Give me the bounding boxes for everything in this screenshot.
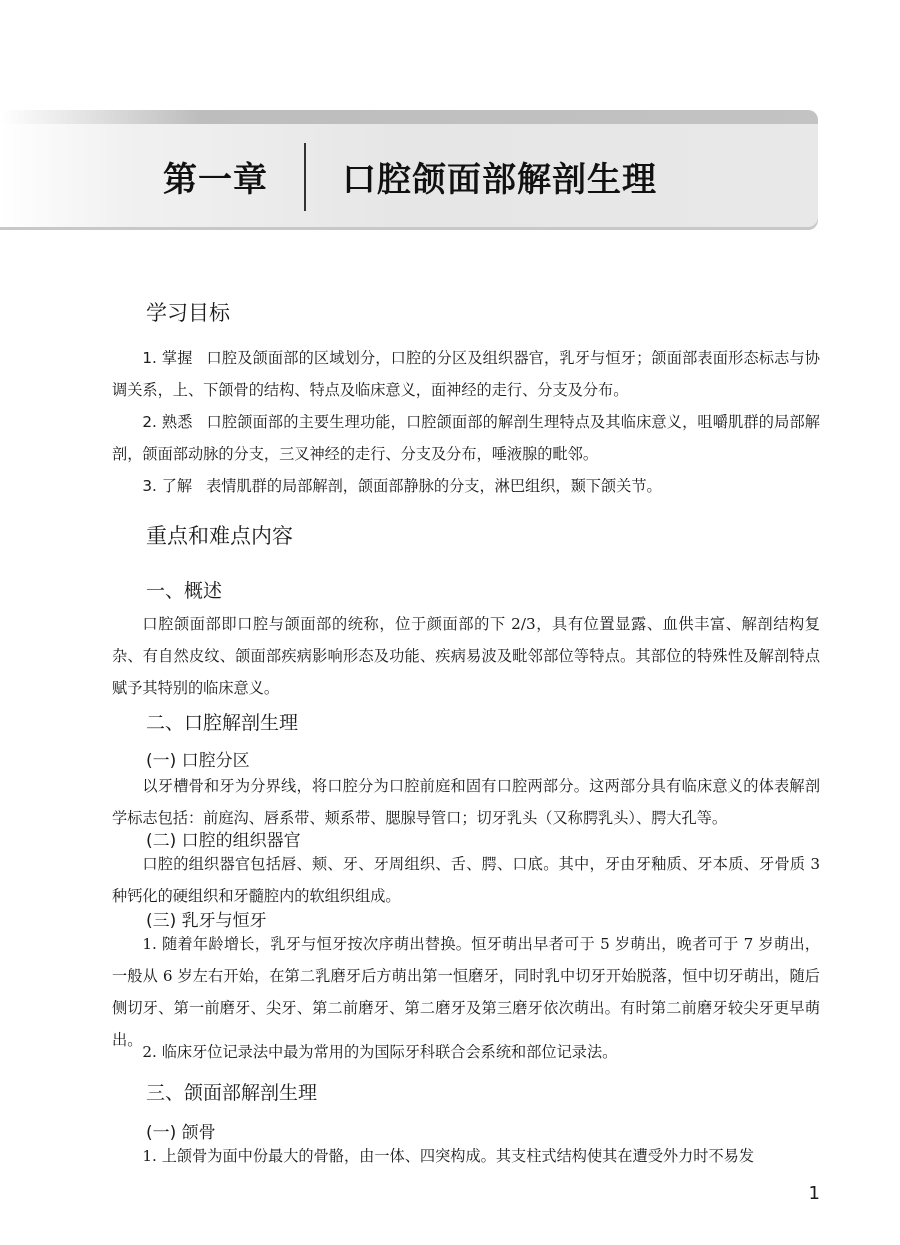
objective-lead: 1. 掌握 bbox=[142, 349, 193, 367]
page-number: 1 bbox=[808, 1183, 820, 1204]
chapter-title: 口腔颌面部解剖生理 bbox=[342, 160, 657, 200]
section-2-sub3-heading: (三) 乳牙与恒牙 bbox=[146, 911, 267, 931]
key-points-heading: 重点和难点内容 bbox=[146, 524, 293, 548]
section-2-sub1-heading: (一) 口腔分区 bbox=[146, 751, 250, 771]
objective-text: 口腔及颌面部的区域划分，口腔的分区及组织器官，乳牙与恒牙；颌面部表面形态标志与协调关系，上、下颌骨的结构、特点及临床意义，面神经的走行、分支及分布。 bbox=[112, 349, 820, 399]
section-2-sub1-text: 以牙槽骨和牙为分界线，将口腔分为口腔前庭和固有口腔两部分。这两部分具有临床意义的体表解剖学标志包括：前庭沟、唇系带、颊系带、腮腺导管口；切牙乳头（又称腭乳头）、腭大孔等。 bbox=[112, 777, 820, 827]
objective-item-1 bbox=[112, 342, 820, 406]
section-2-sub2-heading: (二) 口腔的组织器官 bbox=[146, 831, 301, 851]
objective-item-3 bbox=[112, 470, 820, 502]
section-2-sub2-text: 口腔的组织器官包括唇、颊、牙、牙周组织、舌、腭、口底。其中，牙由牙釉质、牙本质、牙骨质 3 种钙化的硬组织和牙髓腔内的软组织组成。 bbox=[112, 855, 820, 905]
banner-top-stripe bbox=[0, 110, 818, 124]
objective-lead: 2. 熟悉 bbox=[142, 413, 193, 431]
section-3-heading: 三、颌面部解剖生理 bbox=[146, 1082, 318, 1104]
section-2-sub3-text-2: 2. 临床牙位记录法中最为常用的为国际牙科联合会系统和部位记录法。 bbox=[142, 1043, 618, 1061]
chapter-number: 第一章 bbox=[163, 160, 268, 200]
objectives-heading: 学习目标 bbox=[146, 301, 230, 325]
section-1-heading: 一、概述 bbox=[146, 580, 223, 602]
section-3-sub1-text: 1. 上颌骨为面中份最大的骨骼，由一体、四突构成。其支柱式结构使其在遭受外力时不易发 bbox=[142, 1147, 755, 1165]
section-2-heading: 二、口腔解剖生理 bbox=[146, 712, 299, 734]
chapter-divider bbox=[304, 143, 306, 211]
objective-text: 表情肌群的局部解剖，颌面部静脉的分支，淋巴组织，颞下颌关节。 bbox=[206, 477, 662, 495]
objective-lead: 3. 了解 bbox=[142, 477, 193, 495]
section-3-sub1-heading: (一) 颌骨 bbox=[146, 1123, 216, 1143]
objective-item-2 bbox=[112, 406, 820, 470]
section-2-sub3-text-1: 1. 随着年龄增长，乳牙与恒牙按次序萌出替换。恒牙萌出早者可于 5 岁萌出，晚者可于 7 岁萌出，一般从 6 岁左右开始，在第二乳磨牙后方萌出第一恒磨牙，同时乳中切牙开始脱落，恒中切牙萌出，随后侧切牙、第一前磨牙、尖牙、第二前磨牙、第二磨牙及第三磨牙依次萌出。有时第二前磨牙较尖牙更早萌出。 bbox=[112, 935, 820, 1049]
objective-text: 口腔颌面部的主要生理功能，口腔颌面部的解剖生理特点及其临床意义，咀嚼肌群的局部解剖，颌面部动脉的分支，三叉神经的走行、分支及分布，唾液腺的毗邻。 bbox=[112, 413, 820, 463]
section-1-text: 口腔颌面部即口腔与颌面部的统称，位于颜面部的下 2/3，具有位置显露、血供丰富、解剖结构复杂、有自然皮纹、颌面部疾病影响形态及功能、疾病易波及毗邻部位等特点。其部位的特殊性及解剖特点赋予其特别的临床意义。 bbox=[112, 615, 820, 697]
